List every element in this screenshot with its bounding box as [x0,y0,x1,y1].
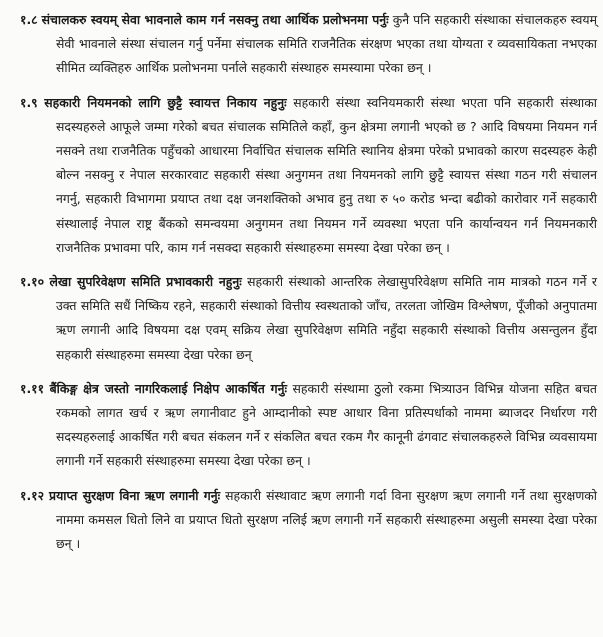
section-number: १.११ [20,380,45,396]
section-number: १.१० [20,274,45,290]
section-1-9 [10,91,597,260]
section-body: सहकारी संस्था स्वनियमकारी संस्था भएता पनि सहकारी संस्थाका सदस्यहरुले आफूले जम्मा गरेको बचत संचालक समितिले कहाँ, कुन क्षेत्रमा लगानी भएको छ ? आदि विषयमा नियमन गर्न नसक्ने तथा राजनैतिक पहुँचको आधारमा निर्वाचित संचालक समिति स्थानिय क्षेत्रमा परेको प्रभावको कारण सदस्यहरु केही बोल्न नसक्नु र नेपाल सरकारवाट सहकारी संस्था अनुगमन तथा नियमनको लागि छुट्टै स्वायत्त संस्था गठन गरी संचालन नगर्नु, सहकारी विभागमा प्रयाप्त तथा दक्ष जनशक्तिको अभाव हुनु तथा रु ५० करोड भन्दा बढीको कारोवार गर्ने सहकारी संस्थालाई नेपाल राष्ट्र बैंकको समन्वयमा अनुगमन तथा नियमन गर्ने व्यवस्था भएता पनि कार्यान्वयन गर्न नियमनकारी राजनैतिक प्रभावमा परि, काम गर्न नसक्दा सहकारी संस्थाहरुमा समस्या देखा परेका छन् । [56,94,597,255]
section-heading: प्रयाप्त सुरक्षण विना ऋण लगानी गर्नुः [49,487,221,503]
section-heading: लेखा सुपरिवेक्षण समिति प्रभावकारी नहुनुः [49,274,242,290]
section-number: १.९ [20,94,38,110]
section-body: सहकारी संस्थाको आन्तरिक लेखासुपरिवेक्षण समिति नाम मात्रको गठन गर्ने र उक्त समिति सधैं निष्किय रहने, सहकारी संस्थाको वित्तीय स्वस्थताको जाँच, तरलता जोखिम विश्लेषण, पूँजीको अनुपातमा ऋण लगानी आदि विषयमा दक्ष एवम् सक्रिय लेखा सुपरिवेक्षण समिति नहुँदा सहकारी संस्थाको वित्तीय असन्तुलन हुँदा सहकारी संस्थाहरुमा समस्या देखा परेका छन् [56,274,597,362]
section-number: १.८ [20,12,38,27]
section-1-11 [10,377,597,474]
section-paragraph [10,270,597,367]
section-1-12 [10,484,597,557]
section-1-8 [10,8,597,81]
section-body: सहकारी संस्थावाट ऋण लगानी गर्दा विना सुरक्षण ऋण लगानी गर्ने तथा सुरक्षणको नाममा कमसल धितो लिने वा प्रयाप्त धितो सुरक्षण नलिई ऋण लगानी गर्ने सहकारी संस्थाहरुमा असुली समस्या देखा परेका छन् । [56,487,597,552]
section-paragraph [10,8,597,81]
section-body: सहकारी संस्थामा ठुलो रकमा भित्र्याउन विभिन्न योजना सहित बचत रकमको लागत खर्च र ऋण लगानीवाट हुने आम्दानीको स्पष्ट आधार विना प्रतिस्पर्धाको नाममा ब्याजदर निर्धारण गरी सदस्यहरुलाई आकर्षित गरी बचत संकलन गर्ने र संकलित बचत रकम गैर कानूनी ढंगवाट संचालकहरुले विभिन्न व्यवसायमा लगानी गर्ने सहकारी संस्थाहरुमा समस्या देखा परेका छन् । [56,380,597,469]
section-body: कुनै पनि सहकारी संस्थाका संचालकहरु स्वयम् सेवी भावनाले संस्था संचालन गर्नु पर्नेमा संचालक समिति राजनैतिक संरक्षण भएका तथा योग्यता र व्यवसायिकता नभएका सीमित व्यक्तिहरु आर्थिक प्रलोभनमा पर्नाले सहकारी संस्थाहरु समस्यामा परेका छन् । [56,12,597,76]
section-number: १.१२ [20,487,45,503]
section-paragraph [10,377,597,474]
section-paragraph [10,484,597,557]
section-paragraph [10,91,597,260]
section-heading: बैंकिङ्ग क्षेत्र जस्तो नागरिकलाई निक्षेप आकर्षित गर्नुः [49,380,288,396]
section-1-10 [10,270,597,367]
section-heading: संचालकरु स्वयम् सेवा भावनाले काम गर्न नसक्नु तथा आर्थिक प्रलोभनमा पर्नुः [41,12,389,27]
section-heading: सहकारी नियमनको लागि छुट्टै स्वायत्त निकाय नहुनुः [44,94,287,110]
